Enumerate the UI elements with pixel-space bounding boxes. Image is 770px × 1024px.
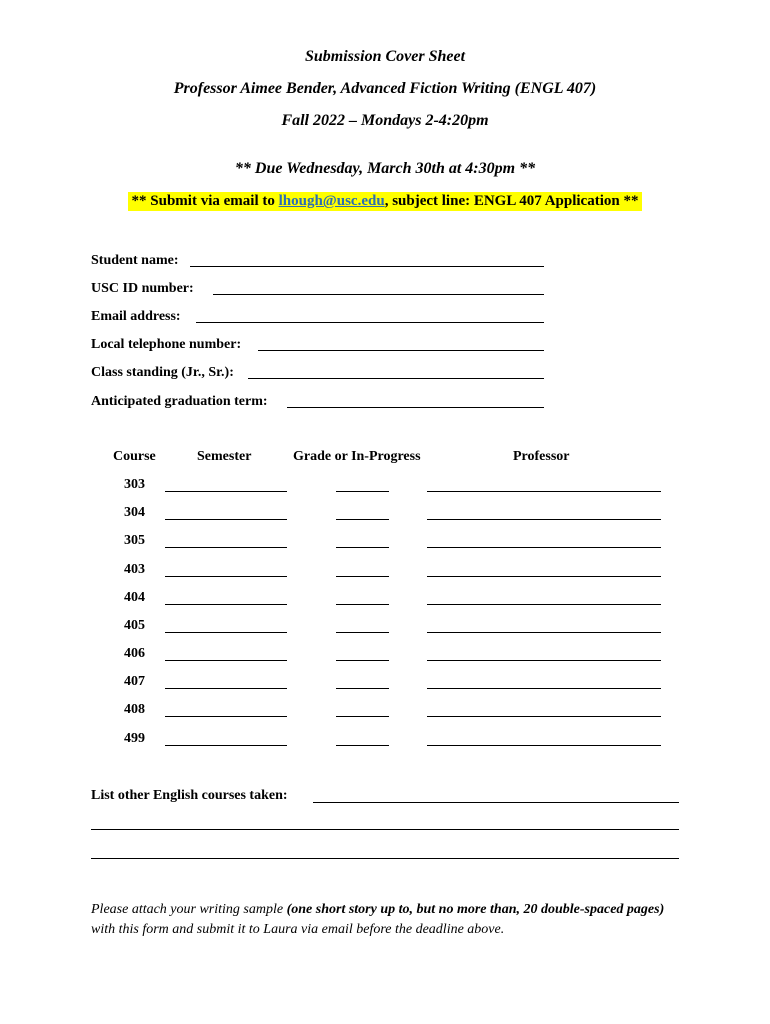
col-header-semester: Semester [197, 449, 252, 464]
note-part-1: Please attach your writing sample [91, 902, 287, 917]
professor-field[interactable] [427, 716, 661, 717]
grade-field[interactable] [336, 491, 389, 492]
telephone-field[interactable] [258, 350, 544, 351]
course-number: 303 [124, 477, 145, 492]
semester-field[interactable] [165, 604, 287, 605]
professor-field[interactable] [427, 660, 661, 661]
class-standing-label: Class standing (Jr., Sr.): [91, 365, 234, 380]
grade-field[interactable] [336, 519, 389, 520]
usc-id-field[interactable] [213, 294, 544, 295]
other-courses-field-2[interactable] [91, 829, 679, 830]
other-courses-field-3[interactable] [91, 858, 679, 859]
course-number: 406 [124, 646, 145, 661]
professor-field[interactable] [427, 745, 661, 746]
course-line: Professor Aimee Bender, Advanced Fiction Writing (ENGL 407) [173, 80, 597, 97]
semester-field[interactable] [165, 491, 287, 492]
course-number: 304 [124, 505, 145, 520]
graduation-term-field[interactable] [287, 407, 544, 408]
course-number: 305 [124, 533, 145, 548]
note-part-2: with this form and submit it to Laura via email before the deadline above. [91, 922, 505, 937]
telephone-label: Local telephone number: [91, 337, 242, 352]
course-number: 404 [124, 590, 145, 605]
submit-instructions [0, 192, 770, 211]
semester-field[interactable] [165, 716, 287, 717]
note-bold: (one short story up to, but no more than, 20 double-spaced pages) [286, 902, 665, 917]
semester-field[interactable] [165, 547, 287, 548]
email-label: Email address: [91, 309, 181, 324]
grade-field[interactable] [336, 576, 389, 577]
professor-field[interactable] [427, 547, 661, 548]
course-number: 403 [124, 562, 145, 577]
course-number: 499 [124, 731, 145, 746]
grade-field[interactable] [336, 632, 389, 633]
grade-field[interactable] [336, 688, 389, 689]
grade-field[interactable] [336, 547, 389, 548]
professor-field[interactable] [427, 632, 661, 633]
semester-field[interactable] [165, 519, 287, 520]
submit-suffix: , subject line: ENGL 407 Application ** [384, 193, 639, 209]
class-standing-field[interactable] [248, 378, 544, 379]
professor-field[interactable] [427, 688, 661, 689]
email-link[interactable]: lhough@usc.edu [278, 193, 385, 209]
col-header-course: Course [113, 449, 156, 464]
other-courses-label: List other English courses taken: [91, 788, 288, 803]
professor-field[interactable] [427, 519, 661, 520]
usc-id-label: USC ID number: [91, 281, 194, 296]
professor-field[interactable] [427, 604, 661, 605]
grade-field[interactable] [336, 660, 389, 661]
other-courses-field[interactable] [313, 802, 679, 803]
page-title: Submission Cover Sheet [304, 48, 466, 65]
course-number: 405 [124, 618, 145, 633]
course-number: 408 [124, 702, 145, 717]
student-name-field[interactable] [190, 266, 544, 267]
professor-field[interactable] [427, 576, 661, 577]
course-number: 407 [124, 674, 145, 689]
semester-field[interactable] [165, 632, 287, 633]
grade-field[interactable] [336, 604, 389, 605]
submit-highlight [128, 192, 643, 211]
due-date: ** Due Wednesday, March 30th at 4:30pm ** [234, 160, 536, 177]
semester-field[interactable] [165, 745, 287, 746]
submit-prefix: ** Submit via email to [131, 193, 279, 209]
col-header-professor: Professor [513, 449, 570, 464]
grade-field[interactable] [336, 745, 389, 746]
semester-field[interactable] [165, 576, 287, 577]
grade-field[interactable] [336, 716, 389, 717]
col-header-grade: Grade or In-Progress [293, 449, 421, 464]
email-field[interactable] [196, 322, 544, 323]
attachment-note [91, 900, 691, 940]
term-line: Fall 2022 – Mondays 2-4:20pm [281, 112, 489, 129]
semester-field[interactable] [165, 688, 287, 689]
student-name-label: Student name: [91, 253, 179, 268]
professor-field[interactable] [427, 491, 661, 492]
graduation-term-label: Anticipated graduation term: [91, 394, 268, 409]
semester-field[interactable] [165, 660, 287, 661]
